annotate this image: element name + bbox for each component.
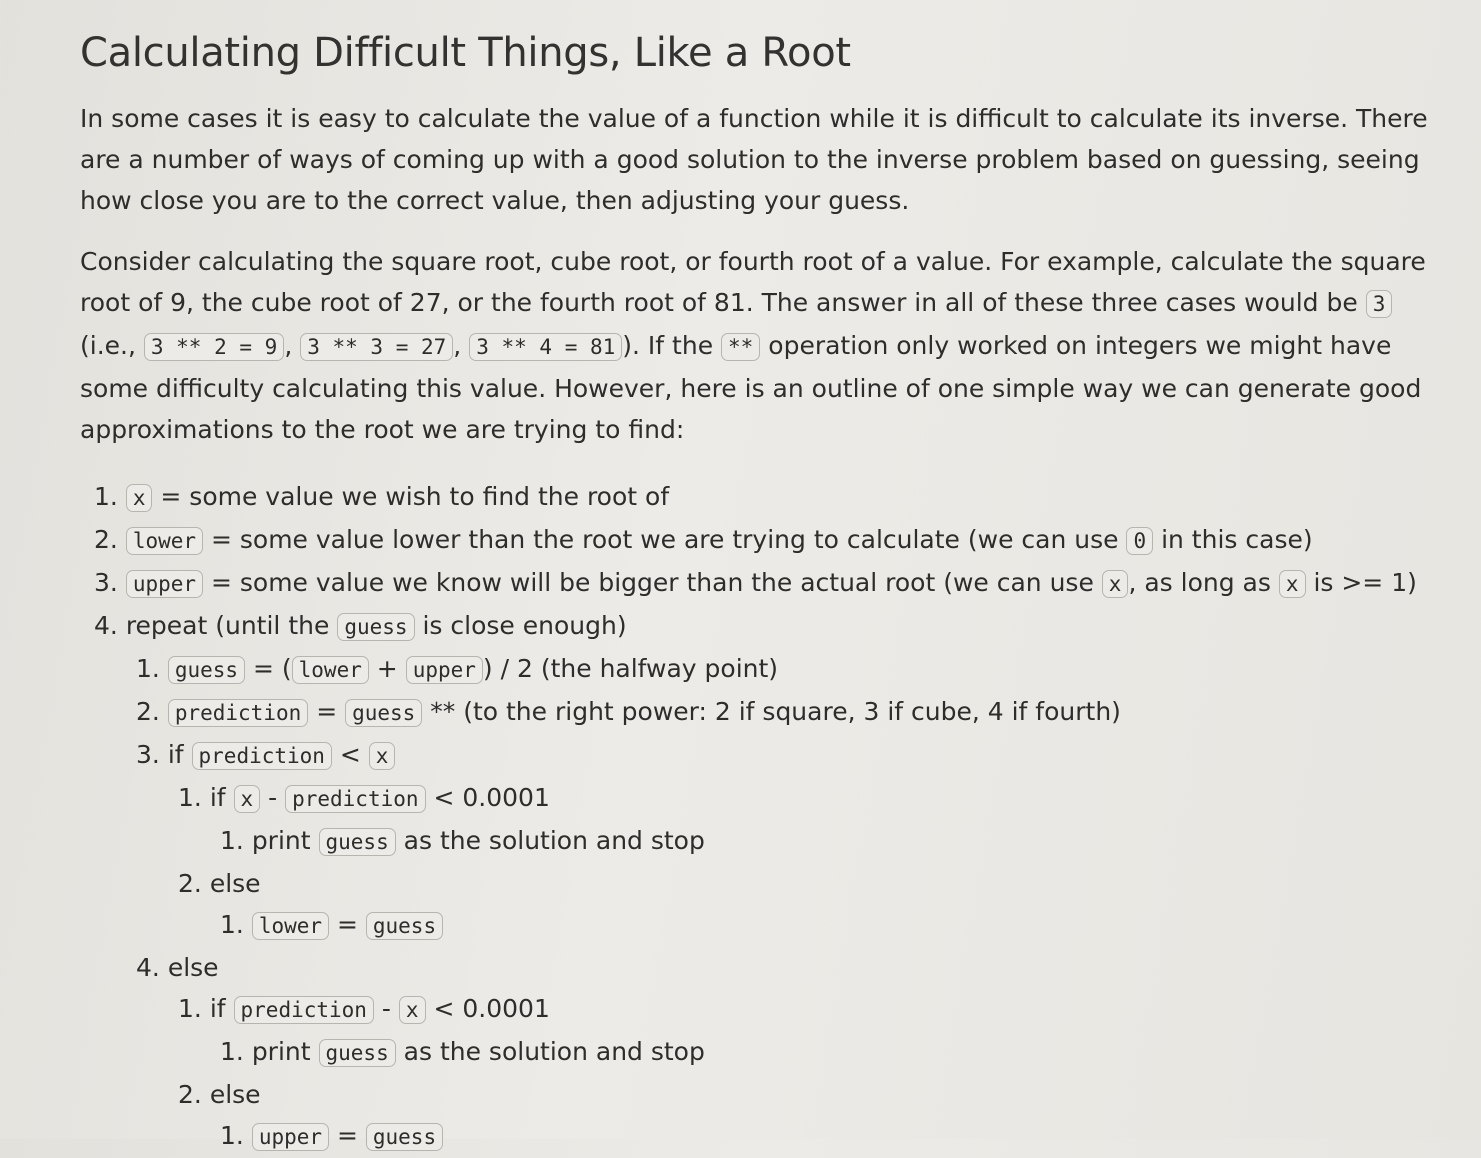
list-item <box>80 562 1431 605</box>
text: = <box>308 697 346 726</box>
inline-code: x <box>1279 570 1306 598</box>
text: else <box>209 869 261 898</box>
item-number: 1. <box>220 1121 244 1150</box>
item-number: 1. <box>178 783 202 812</box>
inline-code: x <box>126 484 153 512</box>
text: = some value lower than the root we are trying to calculate (we can use <box>203 525 1127 554</box>
text: repeat (until the <box>125 611 338 640</box>
list-item <box>80 820 1431 863</box>
list-item <box>80 863 1431 904</box>
algorithm-outline <box>80 476 1431 1158</box>
list-item <box>80 904 1431 947</box>
text: < 0.0001 <box>425 783 550 812</box>
inline-code: 3 <box>1366 290 1393 318</box>
text: + <box>368 654 406 683</box>
inline-code: 3 ** 2 = 9 <box>144 333 284 361</box>
inline-code: 3 ** 4 = 81 <box>469 333 622 361</box>
item-number: 3. <box>136 740 160 769</box>
inline-code: guess <box>366 1123 443 1151</box>
text: ) / 2 (the halfway point) <box>482 654 779 683</box>
item-number: 4. <box>94 611 118 640</box>
inline-code: lower <box>252 912 329 940</box>
inline-code: prediction <box>234 996 374 1024</box>
text: else <box>209 1080 261 1109</box>
text: (i.e., <box>80 331 144 360</box>
inline-code: 0 <box>1126 527 1153 555</box>
inline-code: ** <box>721 333 760 361</box>
text: as the solution and stop <box>395 826 705 855</box>
list-item <box>80 947 1431 988</box>
text: if <box>167 740 192 769</box>
inline-code: guess <box>319 1039 396 1067</box>
list-item <box>80 605 1431 648</box>
inline-code: guess <box>345 699 422 727</box>
list-item <box>80 1031 1431 1074</box>
inline-code: upper <box>126 570 203 598</box>
item-number: 2. <box>136 697 160 726</box>
text: is >= 1) <box>1305 568 1417 597</box>
item-number: 2. <box>94 525 118 554</box>
item-number: 1. <box>220 826 244 855</box>
inline-code: x <box>369 742 396 770</box>
root-paragraph <box>80 241 1431 450</box>
list-item <box>80 691 1431 734</box>
text: = ( <box>245 654 292 683</box>
text: - <box>373 994 399 1023</box>
item-number: 1. <box>136 654 160 683</box>
text: operation only worked on integers we might have some difficulty calculating this value. However, here is an outline of one simple way we can generate good approximations to the root we are trying to find: <box>80 331 1422 444</box>
text: < 0.0001 <box>425 994 550 1023</box>
text: < <box>331 740 369 769</box>
item-number: 1. <box>178 994 202 1023</box>
item-number: 2. <box>178 869 202 898</box>
text: is close enough) <box>414 611 627 640</box>
inline-code: x <box>234 785 261 813</box>
inline-code: guess <box>337 613 414 641</box>
list-item <box>80 734 1431 777</box>
list-item <box>80 1115 1431 1158</box>
list-item <box>80 519 1431 562</box>
text: = some value we know will be bigger than the actual root (we can use <box>203 568 1102 597</box>
item-number: 1. <box>94 482 118 511</box>
text: print <box>251 826 319 855</box>
intro-paragraph: In some cases it is easy to calculate the value of a function while it is difficult to calculate its inverse. There are a number of ways of coming up with a good solution to the inverse problem based on guessing, seeing how close you are to the correct value, then adjusting your guess. <box>80 104 1428 215</box>
list-item <box>80 1074 1431 1115</box>
inline-code: prediction <box>285 785 425 813</box>
text: print <box>251 1037 319 1066</box>
text: = <box>329 1121 366 1150</box>
inline-code: guess <box>168 656 245 684</box>
inline-code: lower <box>126 527 203 555</box>
text: if <box>209 994 234 1023</box>
inline-code: guess <box>319 828 396 856</box>
inline-code: x <box>399 996 426 1024</box>
page-title: Calculating Difficult Things, Like a Root <box>80 30 851 76</box>
list-item <box>80 476 1431 519</box>
inline-code: x <box>1102 570 1129 598</box>
inline-code: prediction <box>168 699 308 727</box>
inline-code: upper <box>252 1123 329 1151</box>
inline-code: prediction <box>192 742 332 770</box>
text: ** (to the right power: 2 if square, 3 if cube, 4 if fourth) <box>422 697 1121 726</box>
list-item <box>80 648 1431 691</box>
item-number: 1. <box>220 910 244 939</box>
item-number: 3. <box>94 568 118 597</box>
text: in this case) <box>1153 525 1313 554</box>
inline-code: lower <box>292 656 369 684</box>
inline-code: guess <box>366 912 443 940</box>
text: , as long as <box>1128 568 1279 597</box>
list-item <box>80 988 1431 1031</box>
item-number: 2. <box>178 1080 202 1109</box>
text: as the solution and stop <box>395 1037 705 1066</box>
text: ). If the <box>622 331 722 360</box>
text: else <box>167 953 219 982</box>
text: , <box>453 331 470 360</box>
inline-code: 3 ** 3 = 27 <box>300 333 453 361</box>
item-number: 1. <box>220 1037 244 1066</box>
text: - <box>260 783 286 812</box>
text: = <box>329 910 366 939</box>
text: , <box>284 331 301 360</box>
text: = some value we wish to find the root of <box>152 482 670 511</box>
list-item <box>80 777 1431 820</box>
text: if <box>209 783 234 812</box>
text: Consider calculating the square root, cube root, or fourth root of a value. For example, calculate the square root of 9, the cube root of 27, or the fourth root of 81. The answer in all of these three cases would be <box>80 247 1426 317</box>
item-number: 4. <box>136 953 160 982</box>
inline-code: upper <box>406 656 483 684</box>
